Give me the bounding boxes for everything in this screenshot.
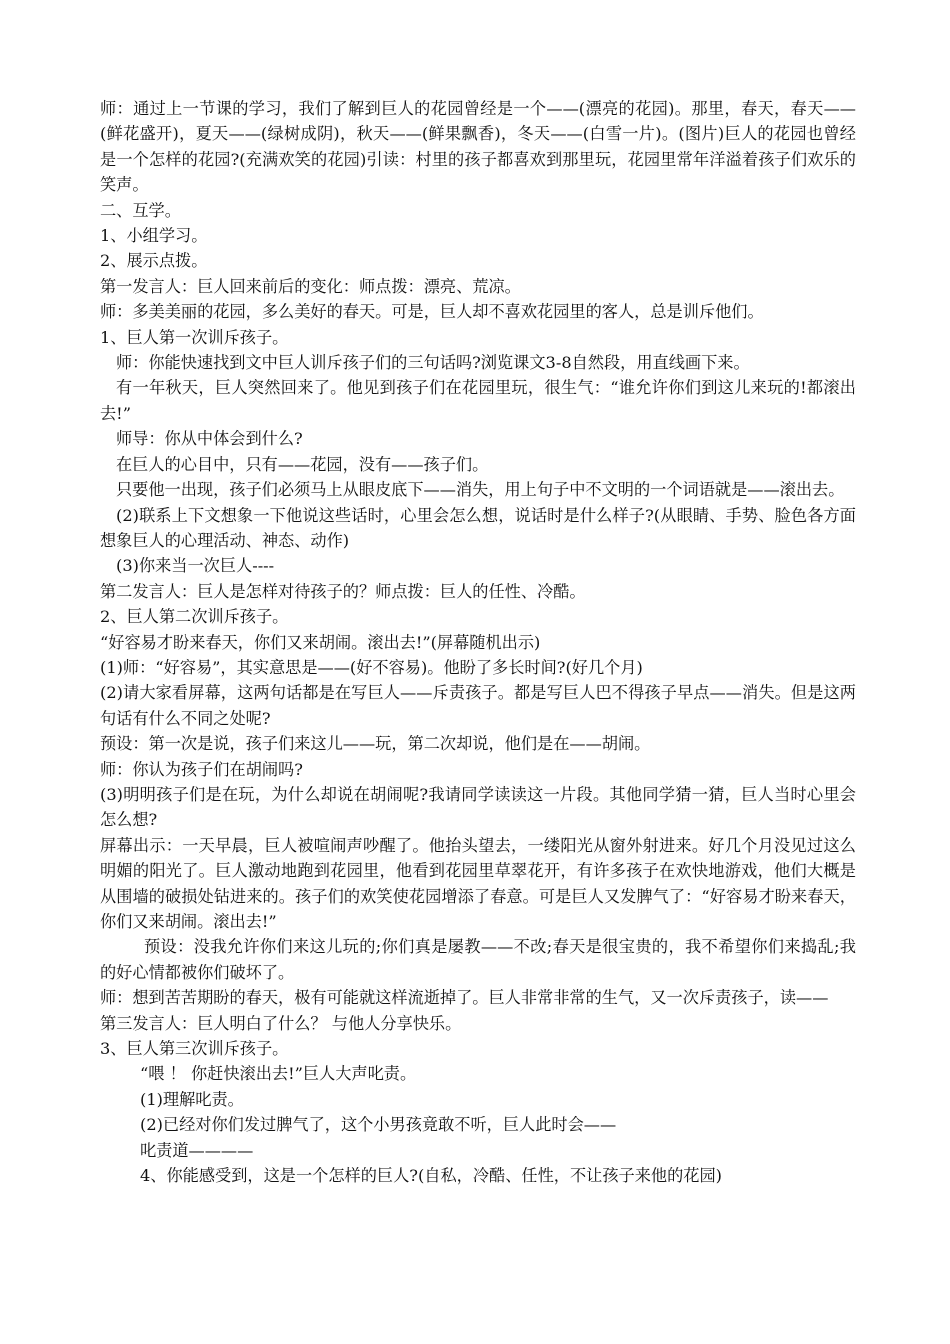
list-item: 2、展示点拨。 (100, 251, 208, 271)
list-item: 2、巨人第二次训斥孩子。 (100, 607, 289, 627)
paragraph: 预设：第一次是说，孩子们来这儿——玩，第二次却说，他们是在——胡闹。 (100, 734, 651, 754)
paragraph: 第一发言人：巨人回来前后的变化：师点拨：漂亮、荒凉。 (100, 276, 521, 296)
paragraph: 第二发言人：巨人是怎样对待孩子的？师点拨：巨人的任性、冷酷。 (100, 581, 586, 601)
paragraph: (3)你来当一次巨人---- (116, 556, 275, 576)
paragraph: 有一年秋天，巨人突然回来了。他见到孩子们在花园里玩，很生气：“谁允许你们到这儿来玩的!都滚出去!” (100, 378, 856, 423)
paragraph: 只要他一出现，孩子们必须马上从眼皮底下——消失，用上句子中不文明的一个词语就是——滚出去。 (116, 480, 845, 500)
paragraph: 屏幕出示：一天早晨，巨人被喧闹声吵醒了。他抬头望去，一缕阳光从窗外射进来。好几个月没见过这么明媚的阳光了。巨人激动地跑到花园里，他看到花园里草翠花开，有许多孩子在欢快地游戏，他们大概是从围墙的破损处钻进来的。孩子们的欢笑使花园增添了春意。可是巨人又发脾气了：“好容易才盼来春天，你们又来胡闹。滚出去!” (100, 835, 856, 931)
paragraph: (2)已经对你们发过脾气了，这个小男孩竟敢不听，巨人此时会—— (140, 1115, 617, 1135)
paragraph: 师：想到苦苦期盼的春天，极有可能就这样流逝掉了。巨人非常非常的生气，又一次斥责孩子，读—— (100, 988, 829, 1008)
paragraph: (1)师：“好容易”，其实意思是——(好不容易)。他盼了多长时间?(好几个月) (100, 657, 643, 677)
quote: “好容易才盼来春天，你们又来胡闹。滚出去!”(屏幕随机出示) (100, 632, 541, 652)
list-item: 1、小组学习。 (100, 226, 208, 246)
paragraph: (1)理解叱责。 (140, 1089, 244, 1109)
quote: “喂 ！ 你赶快滚出去!”巨人大声叱责。 (140, 1064, 417, 1084)
paragraph: 在巨人的心目中，只有——花园，没有——孩子们。 (116, 454, 489, 474)
document-body (100, 96, 856, 1188)
paragraph: 师：你认为孩子们在胡闹吗? (100, 759, 303, 779)
paragraph: 师：通过上一节课的学习，我们了解到巨人的花园曾经是一个——(漂亮的花园)。那里，春天，春天——(鲜花盛开)，夏天——(绿树成阴)，秋天——(鲜果飘香)，冬天——(白雪一片)。(图片)巨人的花园也曾经是一个怎样的花园?(充满欢笑的花园)引读：村里的孩子都喜欢到那里玩，花园里常年洋溢着孩子们欢乐的笑声。 (100, 99, 856, 195)
paragraph: 4、你能感受到，这是一个怎样的巨人?(自私，冷酷、任性，不让孩子来他的花园) (140, 1166, 722, 1186)
paragraph: 第三发言人：巨人明白了什么？ 与他人分享快乐。 (100, 1013, 462, 1033)
paragraph: 师：多美美丽的花园，多么美好的春天。可是，巨人却不喜欢花园里的客人，总是训斥他们。 (100, 302, 764, 322)
paragraph: 师导：你从中体会到什么? (116, 429, 303, 449)
paragraph: (2)请大家看屏幕，这两句话都是在写巨人——斥责孩子。都是写巨人巴不得孩子早点——消失。但是这两句话有什么不同之处呢? (100, 683, 856, 728)
list-item: 3、巨人第三次训斥孩子。 (100, 1039, 289, 1059)
paragraph: (3)明明孩子们是在玩，为什么却说在胡闹呢?我请同学读读这一片段。其他同学猜一猜，巨人当时心里会怎么想? (100, 784, 856, 830)
paragraph: 预设：没我允许你们来这儿玩的;你们真是屡教——不改;春天是很宝贵的，我不希望你们来捣乱;我的好心情都被你们破坏了。 (100, 937, 856, 982)
paragraph: 叱责道———— (140, 1140, 254, 1160)
paragraph: (2)联系上下文想象一下他说这些话时，心里会怎么想，说话时是什么样子?(从眼睛、手势、脸色各方面想象巨人的心理活动、神态、动作) (100, 505, 856, 550)
list-item: 1、巨人第一次训斥孩子。 (100, 327, 289, 347)
paragraph: 师：你能快速找到文中巨人训斥孩子们的三句话吗?浏览课文3-8自然段，用直线画下来。 (116, 353, 750, 373)
section-heading: 二、互学。 (100, 200, 181, 220)
